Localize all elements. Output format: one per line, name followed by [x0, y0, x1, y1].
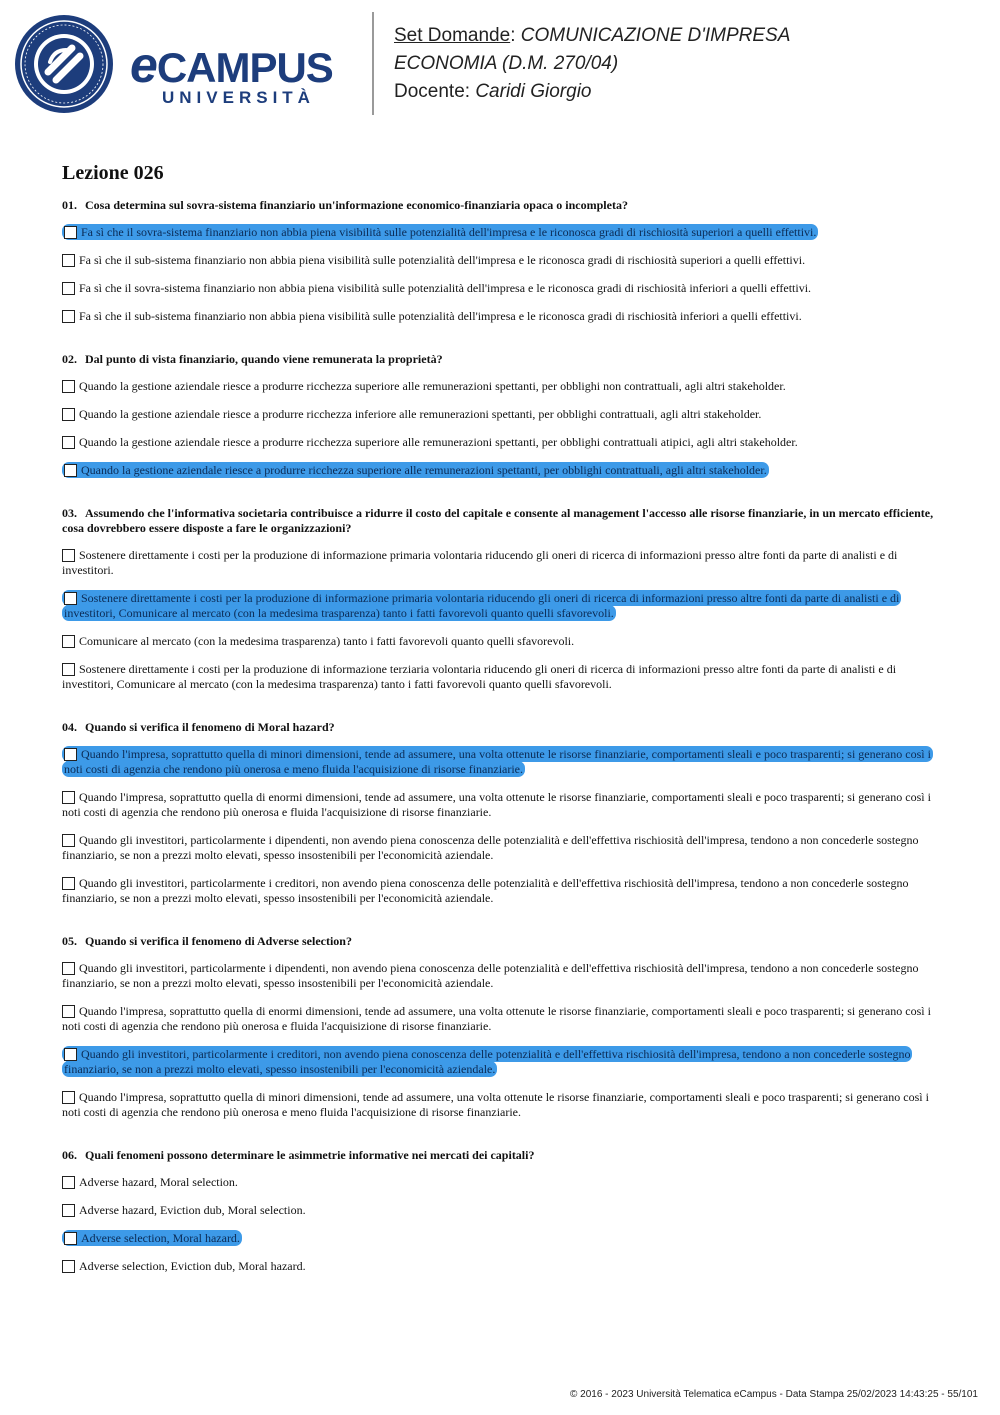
- checkbox[interactable]: [62, 1204, 75, 1217]
- answer-option: [62, 253, 938, 268]
- answer-text: Sostenere direttamente i costi per la produzione di informazione primaria volontaria riducendo gli oneri di ricerca di informazioni presso altre fonti da parte di analisti e di investitori.: [62, 548, 898, 577]
- answer-text: Sostenere direttamente i costi per la produzione di informazione primaria volontaria riducendo gli oneri di ricerca di informazioni presso altre fonti da parte di analisti e di investitori, Comunicare al mercato (con la medesima trasparenza) tanto i fatti favorevoli quanto quelli sfavorevoli.: [64, 591, 900, 620]
- checkbox[interactable]: [64, 1232, 77, 1245]
- answer-option: [62, 1004, 938, 1034]
- answer-option: [62, 833, 938, 863]
- question-block: [62, 198, 938, 324]
- answer-text: Adverse selection, Moral hazard.: [81, 1231, 240, 1245]
- question-label: Quali fenomeni possono determinare le asimmetrie informative nei mercati dei capitali?: [85, 1148, 535, 1162]
- answer-option: [62, 379, 938, 394]
- answer-wrap: [62, 961, 919, 990]
- docente-label: Docente:: [394, 81, 476, 102]
- answer-text: Quando l'impresa, soprattutto quella di minori dimensioni, tende ad assumere, una volta ottenute le risorse finanziarie, comportamenti sleali e poco trasparenti; si generano così i noti costi di agenzia che rendono più onerosa e meno fluida l'acquisizione di risorse finanziarie.: [62, 1090, 929, 1119]
- answer-text: Adverse hazard, Eviction dub, Moral selection.: [79, 1203, 306, 1217]
- answer-option: [62, 790, 938, 820]
- question-text: [62, 198, 938, 213]
- answer-wrap: [62, 790, 931, 819]
- question-label: Quando si verifica il fenomeno di Moral hazard?: [85, 720, 335, 734]
- checkbox[interactable]: [62, 791, 75, 804]
- answer-text: Quando l'impresa, soprattutto quella di minori dimensioni, tende ad assumere, una volta ottenute le risorse finanziarie, comportamenti sleali e poco trasparenti; si generano così i noti costi di agenzia che rendono più onerosa e meno fluida l'acquisizione di risorse finanziarie.: [64, 747, 931, 776]
- question-list: [62, 198, 938, 1302]
- checkbox[interactable]: [62, 549, 75, 562]
- answer-wrap: [62, 1259, 306, 1273]
- question-block: [62, 1148, 938, 1274]
- question-text: [62, 1148, 938, 1163]
- answer-wrap: [62, 253, 805, 267]
- checkbox[interactable]: [62, 962, 75, 975]
- answer-text: Quando l'impresa, soprattutto quella di enormi dimensioni, tende ad assumere, una volta ottenute le risorse finanziarie, comportamenti sleali e poco trasparenti; si generano così i noti costi di agenzia che rendono più onerosa e fluida l'acquisizione di risorse finanziarie.: [62, 1004, 931, 1033]
- checkbox[interactable]: [62, 436, 75, 449]
- question-number: 06.: [62, 1148, 77, 1162]
- question-block: [62, 934, 938, 1120]
- brand-subtitle: UNIVERSITÀ: [162, 88, 315, 107]
- checkbox[interactable]: [62, 877, 75, 890]
- question-number: 05.: [62, 934, 77, 948]
- answer-option: [62, 662, 938, 692]
- answer-option: [62, 591, 938, 621]
- answer-option: [62, 281, 938, 296]
- checkbox[interactable]: [64, 226, 77, 239]
- answer-option: [62, 463, 938, 478]
- question-text: [62, 506, 938, 536]
- set-label: Set Domande: [394, 25, 511, 46]
- answer-option: [62, 548, 938, 578]
- checkbox[interactable]: [62, 635, 75, 648]
- answer-option: [62, 309, 938, 324]
- docente-name: Caridi Giorgio: [475, 81, 592, 102]
- answer-option: [62, 1047, 938, 1077]
- answer-text: Fa sì che il sub-sistema finanziario non abbia piena visibilità sulle potenzialità dell'impresa e le riconosca gradi di rischiosità superiori a quelli effettivi.: [79, 253, 806, 267]
- answer-option: [62, 407, 938, 422]
- answer-text: Adverse hazard, Moral selection.: [79, 1175, 238, 1189]
- answer-option: [62, 1090, 938, 1120]
- answer-text: Quando la gestione aziendale riesce a produrre ricchezza superiore alle remunerazioni spettanti, per obblighi non contrattuali, agli altri stakeholder.: [79, 379, 786, 393]
- header-divider: [372, 12, 374, 115]
- answer-option: [62, 747, 938, 777]
- question-label: Quando si verifica il fenomeno di Adverse selection?: [85, 934, 352, 948]
- answer-wrap: [62, 379, 786, 393]
- answer-wrap: [62, 309, 802, 323]
- answer-text: Quando la gestione aziendale riesce a produrre ricchezza inferiore alle remunerazioni spettanti, per obblighi contrattuali, agli altri stakeholder.: [79, 407, 762, 421]
- page-footer: © 2016 - 2023 Università Telematica eCampus - Data Stampa 25/02/2023 14:43:25 - 55/101: [570, 1389, 978, 1400]
- answer-text: Fa sì che il sovra-sistema finanziario non abbia piena visibilità sulle potenzialità dell'impresa e le riconosca gradi di rischiosità inferiori a quelli effettivi.: [79, 281, 812, 295]
- answer-text: Comunicare al mercato (con la medesima trasparenza) tanto i fatti favorevoli quanto quelli sfavorevoli.: [79, 634, 575, 648]
- page-header: [0, 0, 1000, 130]
- answer-text: Quando gli investitori, particolarmente i dipendenti, non avendo piena conoscenza delle potenzialità e dell'effettiva rischiosità dell'impresa, tendono a non concederle sostegno finanziario, se non a prezzi molto elevati, spesso insostenibili per l'economicità aziendale.: [62, 833, 919, 862]
- checkbox[interactable]: [62, 1005, 75, 1018]
- checkbox[interactable]: [62, 380, 75, 393]
- course-info: Set Domande: COMUNICAZIONE D'IMPRESA ECONOMIA (D.M. 270/04) Docente: Caridi Giorgio: [394, 25, 791, 102]
- checkbox[interactable]: [64, 464, 77, 477]
- question-number: 01.: [62, 198, 77, 212]
- highlighted-answer: [62, 746, 933, 777]
- course-subtitle: ECONOMIA (D.M. 270/04): [394, 53, 619, 74]
- answer-option: [62, 634, 938, 649]
- answer-text: Fa sì che il sovra-sistema finanziario non abbia piena visibilità sulle potenzialità dell'impresa e le riconosca gradi di rischiosità superiori a quelli effettivi.: [81, 225, 817, 239]
- question-number: 04.: [62, 720, 77, 734]
- answer-wrap: [62, 1203, 306, 1217]
- answer-wrap: [62, 634, 574, 648]
- answer-wrap: [62, 1090, 929, 1119]
- question-label: Assumendo che l'informativa societaria contribuisce a ridurre il costo del capitale e consente al management l'accesso alle risorse finanziarie, in un mercato efficiente, cosa dovrebbero essere disposte a fare le organizzazioni?: [62, 506, 934, 535]
- checkbox[interactable]: [62, 663, 75, 676]
- answer-option: [62, 1203, 938, 1218]
- highlighted-answer: [62, 1046, 912, 1077]
- answer-option: [62, 1259, 938, 1274]
- answer-text: Quando l'impresa, soprattutto quella di enormi dimensioni, tende ad assumere, una volta ottenute le risorse finanziarie, comportamenti sleali e poco trasparenti; si generano così i noti costi di agenzia che rendono più onerosa e fluida l'acquisizione di risorse finanziarie.: [62, 790, 931, 819]
- checkbox[interactable]: [62, 282, 75, 295]
- checkbox[interactable]: [62, 1091, 75, 1104]
- question-label: Cosa determina sul sovra-sistema finanziario un'informazione economico-finanziaria opaca o incompleta?: [85, 198, 628, 212]
- answer-wrap: [62, 407, 761, 421]
- answer-option: [62, 1231, 938, 1246]
- checkbox[interactable]: [62, 1176, 75, 1189]
- ecampus-seal-icon: [14, 14, 114, 114]
- highlighted-answer: [62, 590, 901, 621]
- question-text: [62, 934, 938, 949]
- answer-wrap: [62, 833, 919, 862]
- answer-text: Adverse selection, Eviction dub, Moral hazard.: [79, 1259, 306, 1273]
- course-title: COMUNICAZIONE D'IMPRESA: [520, 25, 791, 46]
- checkbox[interactable]: [62, 408, 75, 421]
- answer-text: Fa sì che il sub-sistema finanziario non abbia piena visibilità sulle potenzialità dell'impresa e le riconosca gradi di rischiosità inferiori a quelli effettivi.: [79, 309, 802, 323]
- checkbox[interactable]: [62, 310, 75, 323]
- checkbox[interactable]: [62, 1260, 75, 1273]
- answer-wrap: [62, 548, 897, 577]
- answer-option: [62, 1175, 938, 1190]
- question-label: Dal punto di vista finanziario, quando viene remunerata la proprietà?: [85, 352, 443, 366]
- checkbox[interactable]: [62, 254, 75, 267]
- answer-text: Quando la gestione aziendale riesce a produrre ricchezza superiore alle remunerazioni spettanti, per obblighi contrattuali atipici, agli altri stakeholder.: [79, 435, 798, 449]
- brand-name: eCAMPUS: [130, 37, 333, 93]
- answer-text: Quando gli investitori, particolarmente i creditori, non avendo piena conoscenza delle potenzialità e dell'effettiva rischiosità dell'impresa, tendono a non concederle sostegno finanziario, se non a prezzi molto elevati, spesso insostenibili per l'economicità aziendale.: [62, 876, 909, 905]
- question-number: 03.: [62, 506, 77, 520]
- lesson-title: Lezione 026: [62, 162, 164, 184]
- checkbox[interactable]: [62, 834, 75, 847]
- checkbox[interactable]: [64, 592, 77, 605]
- checkbox[interactable]: [64, 748, 77, 761]
- question-number: 02.: [62, 352, 77, 366]
- answer-text: Quando gli investitori, particolarmente i creditori, non avendo piena conoscenza delle potenzialità e dell'effettiva rischiosità dell'impresa, tendono a non concederle sostegno finanziario, se non a prezzi molto elevati, spesso insostenibili per l'economicità aziendale.: [64, 1047, 911, 1076]
- answer-wrap: [62, 662, 896, 691]
- highlighted-answer: [62, 1230, 242, 1246]
- answer-option: [62, 961, 938, 991]
- question-block: [62, 352, 938, 478]
- question-block: [62, 506, 938, 692]
- question-block: [62, 720, 938, 906]
- answer-text: Quando gli investitori, particolarmente i dipendenti, non avendo piena conoscenza delle potenzialità e dell'effettiva rischiosità dell'impresa, tendono a non concederle sostegno finanziario, se non a prezzi molto elevati, spesso insostenibili per l'economicità aziendale.: [62, 961, 919, 990]
- answer-wrap: [62, 1175, 238, 1189]
- question-text: [62, 720, 938, 735]
- answer-wrap: [62, 1004, 931, 1033]
- checkbox[interactable]: [64, 1048, 77, 1061]
- answer-option: [62, 435, 938, 450]
- answer-wrap: [62, 281, 811, 295]
- highlighted-answer: [62, 462, 769, 478]
- answer-option: [62, 225, 938, 240]
- question-text: [62, 352, 938, 367]
- answer-text: Quando la gestione aziendale riesce a produrre ricchezza superiore alle remunerazioni spettanti, per obblighi contrattuali, agli altri stakeholder.: [81, 463, 767, 477]
- answer-wrap: [62, 876, 908, 905]
- highlighted-answer: [62, 224, 818, 240]
- answer-option: [62, 876, 938, 906]
- answer-wrap: [62, 435, 798, 449]
- answer-text: Sostenere direttamente i costi per la produzione di informazione terziaria volontaria riducendo gli oneri di ricerca di informazioni presso altre fonti da parte di analisti e di investitori, Comunicare al mercato (con la medesima trasparenza) tanto i fatti favorevoli quanto quelli sfavorevoli.: [62, 662, 897, 691]
